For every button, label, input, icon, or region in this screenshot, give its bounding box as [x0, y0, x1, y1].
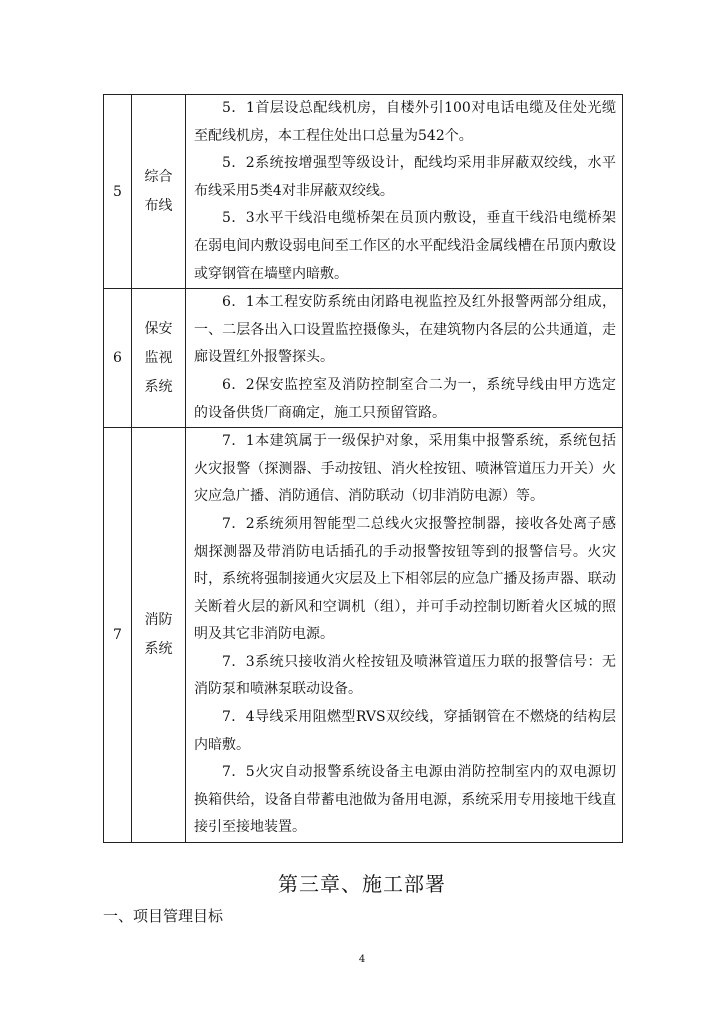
page-number: 4: [358, 954, 366, 965]
spec-table: [103, 94, 623, 843]
row-number: 7: [104, 428, 132, 843]
table-row: [104, 289, 623, 428]
table-row: [104, 428, 623, 843]
description-paragraph: 7．5火灾自动报警系统设备主电源由消防控制室内的双电源切换箱供给，设备自带蓄电池做为备用电源，系统采用专用接地干线直接引至接地装置。: [194, 764, 616, 836]
description-paragraph: 7．4导线采用阻燃型RVS双绞线，穿插钢管在不燃烧的结构层内暗敷。: [194, 709, 616, 753]
system-description: [186, 95, 623, 289]
row-number: 6: [104, 289, 132, 428]
description-paragraph: 6．2保安监控室及消防控制室合二为一，系统导线由甲方选定的设备供货厂商确定，施工只预留管路。: [194, 376, 616, 421]
table-row: [104, 95, 623, 289]
description-paragraph: 5．3水平干线沿电缆桥架在员顶内敷设，垂直干线沿电缆桥架在弱电间内敷设弱电间至工作区的水平配线沿金属线槽在吊顶内敷设或穿钢管在墙壁内暗敷。: [194, 210, 616, 282]
description-paragraph: 7．2系统须用智能型二总线火灾报警控制器，接收各处离子感烟探测器及带消防电话插孔的手动报警按钮等到的报警信号。火灾时，系统将强制接通火灾层及上下相邻层的应急广播及扬声器、联动关断着火层的新风和空调机（组），并可手动控制切断着火区城的照明及其它非消防电源。: [194, 515, 616, 643]
system-description: [186, 289, 623, 428]
system-name: 消防 系统: [132, 428, 186, 843]
system-name: 综合 布线: [132, 95, 186, 289]
description-paragraph: 5．2系统按增强型等级设计，配线均采用非屏蔽双绞线，水平布线采用5类4对非屏蔽双绞线。: [194, 155, 616, 199]
chapter-title: 第三章、施工部署: [278, 872, 446, 896]
system-name: 保安 监视 系统: [132, 289, 186, 428]
section-heading: 一、项目管理目标: [103, 907, 224, 925]
description-paragraph: 6．1本工程安防系统由闭路电视监控及红外报警两部分组成，一、二层各出入口设置监控摄像头，在建筑物内各层的公共通道，走廊设置红外报警探头。: [194, 294, 616, 366]
description-paragraph: 5．1首层设总配线机房，自楼外引100对电话电缆及住处光缆至配线机房，本工程住处出口总量为542个。: [194, 100, 616, 144]
system-description: [186, 428, 623, 843]
row-number: 5: [104, 95, 132, 289]
description-paragraph: 7．3系统只接收消火栓按钮及喷淋管道压力联的报警信号：无消防泵和喷淋泵联动设备。: [194, 653, 616, 698]
description-paragraph: 7．1本建筑属于一级保护对象，采用集中报警系统，系统包括火灾报警（探测器、手动按钮、消火栓按钮、喷淋管道压力开关）火灾应急广播、消防通信、消防联动（切非消防电源）等。: [194, 433, 616, 505]
